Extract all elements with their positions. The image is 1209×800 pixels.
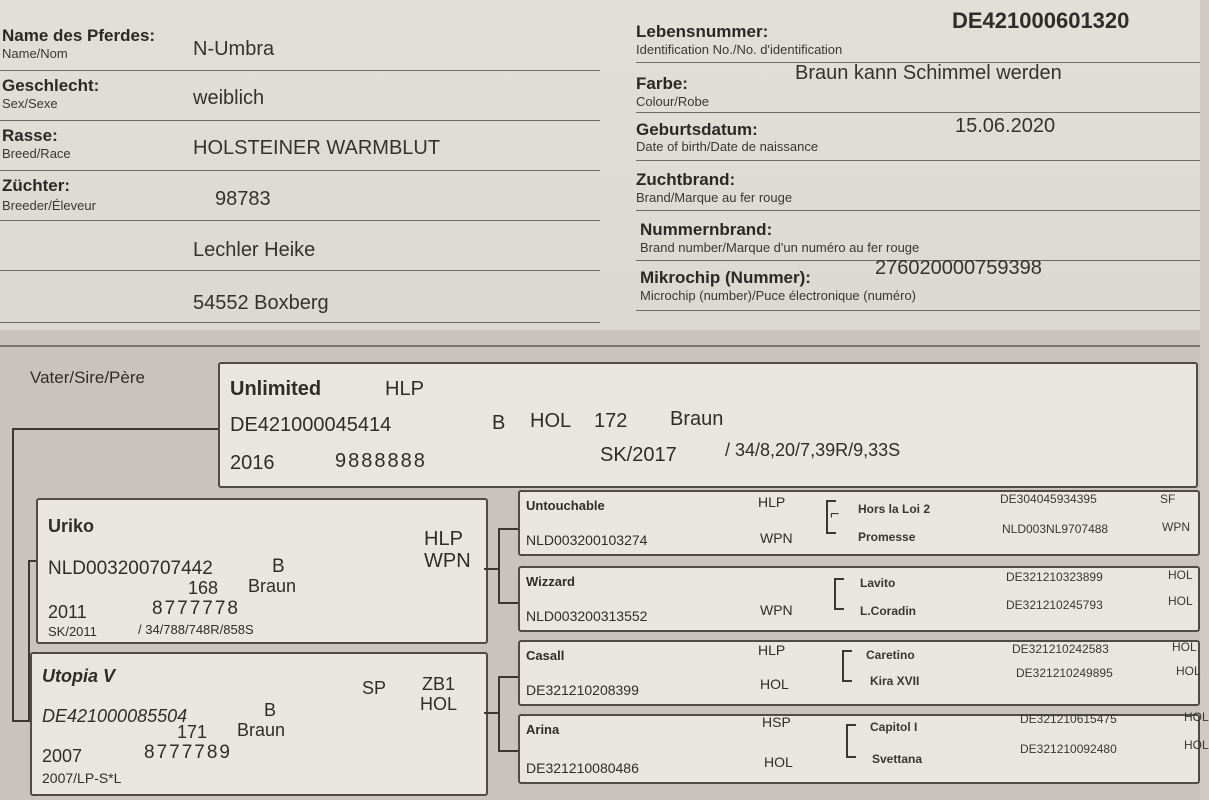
breed-label-de: Rasse: <box>2 126 58 145</box>
connector <box>484 568 498 570</box>
sire-dam-sk: 2007/LP-S*L <box>42 770 122 786</box>
connector <box>498 602 518 604</box>
gen3-name: Arina <box>526 722 560 737</box>
gen4-sire-name: Caretino <box>866 648 915 662</box>
sire-performance: / 34/8,20/7,39R/9,33S <box>725 440 901 460</box>
sire-sire-sex: B <box>272 556 285 577</box>
sire-id: DE421000045414 <box>230 414 392 436</box>
gen3-code: HLP <box>758 494 786 510</box>
gen3-name: Wizzard <box>526 574 575 589</box>
connector <box>28 560 36 562</box>
gen4-sire-code: HOL <box>1172 640 1197 654</box>
gen4-dam-id: NLD003NL9707488 <box>1002 522 1109 536</box>
name-label-de: Name des Pferdes: <box>2 26 156 45</box>
gen4-sire-code: HOL <box>1184 710 1209 724</box>
sire-box <box>218 362 1198 488</box>
bracket <box>846 724 856 758</box>
horse-breed: HOLSTEINER WARMBLUT <box>193 137 441 159</box>
horse-dob: 15.06.2020 <box>955 115 1056 137</box>
divider <box>636 310 1200 311</box>
gen3-box-arina <box>518 710 1209 784</box>
sire-sire-sk: SK/2011 <box>48 624 97 639</box>
sex-label-en: Sex/Sexe <box>2 96 58 111</box>
ueln-label-en: Identification No./No. d'identification <box>636 42 843 57</box>
sire-name: Unlimited <box>230 378 322 400</box>
sire-sire-height: 168 <box>188 578 219 598</box>
sire-year: 2016 <box>230 452 275 474</box>
sire-code: HLP <box>385 378 424 400</box>
brand-label-de: Zuchtbrand: <box>636 170 736 189</box>
gen4-sire-name: Hors la Loi 2 <box>858 502 931 516</box>
bracket <box>834 578 844 610</box>
gen4-dam-id: DE321210092480 <box>1020 742 1117 756</box>
gen4-sire-id: DE321210242583 <box>1012 642 1109 656</box>
gen4-dam-code: HOL <box>1176 664 1201 678</box>
connector <box>498 676 500 752</box>
horse-name: N-Umbra <box>193 38 275 60</box>
breed-label-en: Breed/Race <box>2 146 71 161</box>
sire-sire-box <box>36 498 488 644</box>
name-label-en: Name/Nom <box>2 46 68 61</box>
sire-dam-year: 2007 <box>42 746 83 766</box>
sire-sire-year: 2011 <box>48 602 87 622</box>
sire-sire-performance: / 34/788/748R/858S <box>138 622 254 637</box>
sire-sex: B <box>492 412 506 434</box>
brand-label-en: Brand/Marque au fer rouge <box>636 190 793 205</box>
sire-dam-height: 171 <box>177 722 208 742</box>
chip-label-de: Mikrochip (Nummer): <box>640 268 811 287</box>
connector <box>12 720 30 722</box>
gen3-name: Untouchable <box>526 498 605 513</box>
gen3-id: NLD003200103274 <box>526 532 648 548</box>
divider <box>636 112 1200 113</box>
connector <box>498 676 518 678</box>
sire-dam-sex: B <box>264 700 277 720</box>
sire-dam-id: DE421000085504 <box>42 706 188 726</box>
ueln-label-de: Lebensnummer: <box>636 22 769 41</box>
gen3-code: HLP <box>758 642 786 658</box>
divider <box>0 270 600 271</box>
gen4-dam-code: HOL <box>1168 594 1193 608</box>
brandnum-label-en: Brand number/Marque d'un numéro au fer rouge <box>640 240 920 255</box>
gen3-code2: HOL <box>760 676 789 692</box>
divider <box>0 120 600 121</box>
gen3-name: Casall <box>526 648 565 663</box>
gen3-id: NLD003200313552 <box>526 608 648 624</box>
connector <box>484 712 498 714</box>
gen4-dam-id: DE321210245793 <box>1006 598 1103 612</box>
sire-label: Vater/Sire/Père <box>30 368 145 387</box>
gen3-box-untouchable <box>518 490 1200 556</box>
gen3-code2: WPN <box>760 602 793 618</box>
colour-label-en: Colour/Robe <box>636 94 709 109</box>
sex-label-de: Geschlecht: <box>2 76 100 95</box>
dob-label-de: Geburtsdatum: <box>636 120 758 139</box>
breeder-address: 54552 Boxberg <box>193 292 329 314</box>
dob-label-en: Date of birth/Date de naissance <box>636 139 819 154</box>
connector <box>498 750 518 752</box>
sire-colour: Braun <box>670 408 724 430</box>
gen3-id: DE321210208399 <box>526 682 639 698</box>
connector <box>12 428 14 720</box>
gen3-code2: HOL <box>764 754 793 770</box>
breeder-label-en: Breeder/Éleveur <box>2 198 96 213</box>
sire-sire-name: Uriko <box>48 516 95 536</box>
horse-colour: Braun kann Schimmel werden <box>795 62 1062 84</box>
connector <box>498 528 500 604</box>
breeder-label-de: Züchter: <box>2 176 70 195</box>
gen3-code2: WPN <box>760 530 793 546</box>
gen4-sire-code: HOL <box>1168 568 1193 582</box>
gen4-sire-name: Lavito <box>860 576 896 590</box>
sire-sire-id: NLD003200707442 <box>48 558 213 579</box>
brandnum-label-de: Nummernbrand: <box>640 220 773 239</box>
bracket-glyph: ⌐ <box>830 506 840 523</box>
sire-sire-codes1: HLP <box>424 528 463 550</box>
sire-dam-codes1: ZB1 <box>422 674 456 694</box>
gen4-dam-name: Svettana <box>872 752 923 766</box>
sire-owner: 9888888 <box>335 450 427 472</box>
gen4-dam-name: Promesse <box>858 530 916 544</box>
sire-sk: SK/2017 <box>600 444 677 466</box>
divider <box>636 210 1200 211</box>
gen3-code: HSP <box>762 714 791 730</box>
divider <box>0 322 600 323</box>
horse-ueln: DE421000601320 <box>952 8 1130 33</box>
sire-dam-colour: Braun <box>237 720 286 740</box>
divider <box>0 220 600 221</box>
sire-sire-owner: 8777778 <box>152 598 240 619</box>
breeder-number: 98783 <box>215 188 271 210</box>
sire-dam-owner: 8777789 <box>144 742 232 763</box>
horse-sex: weiblich <box>193 87 265 109</box>
divider <box>636 160 1200 161</box>
gen4-dam-name: Kira XVII <box>870 674 920 688</box>
connector <box>12 428 218 430</box>
bracket <box>842 650 852 682</box>
gen4-sire-code: SF <box>1160 492 1176 506</box>
gen4-sire-name: Capitol I <box>870 720 918 734</box>
connector <box>498 528 518 530</box>
sire-sire-codes2: WPN <box>424 550 471 572</box>
sire-dam-code-sp: SP <box>362 678 387 698</box>
sire-dam-box <box>30 652 488 796</box>
colour-label-de: Farbe: <box>636 74 688 93</box>
breeder-name: Lechler Heike <box>193 239 316 261</box>
gen4-dam-code: HOL <box>1184 738 1209 752</box>
bracket <box>826 500 836 534</box>
gen3-id: DE321210080486 <box>526 760 639 776</box>
gen4-sire-id: DE304045934395 <box>1000 492 1097 506</box>
gen4-dam-name: L.Coradin <box>860 604 916 618</box>
section-divider <box>0 345 1200 347</box>
gen3-box-casall <box>518 640 1200 706</box>
gen4-sire-id: DE321210323899 <box>1006 570 1103 584</box>
gen4-dam-code: WPN <box>1162 520 1190 534</box>
sire-dam-name: Utopia V <box>42 666 116 686</box>
sire-sire-colour: Braun <box>248 576 297 596</box>
chip-label-en: Microchip (number)/Puce électronique (numéro) <box>640 288 917 303</box>
sire-breed: HOL <box>530 410 572 432</box>
gen4-sire-id: DE321210615475 <box>1020 712 1117 726</box>
horse-chip: 276020000759398 <box>875 257 1042 279</box>
gen3-box-wizzard <box>518 566 1200 632</box>
gen4-dam-id: DE321210249895 <box>1016 666 1113 680</box>
divider <box>0 170 600 171</box>
sire-dam-codes2: HOL <box>420 694 458 714</box>
sire-height: 172 <box>594 410 628 432</box>
divider <box>0 70 600 71</box>
